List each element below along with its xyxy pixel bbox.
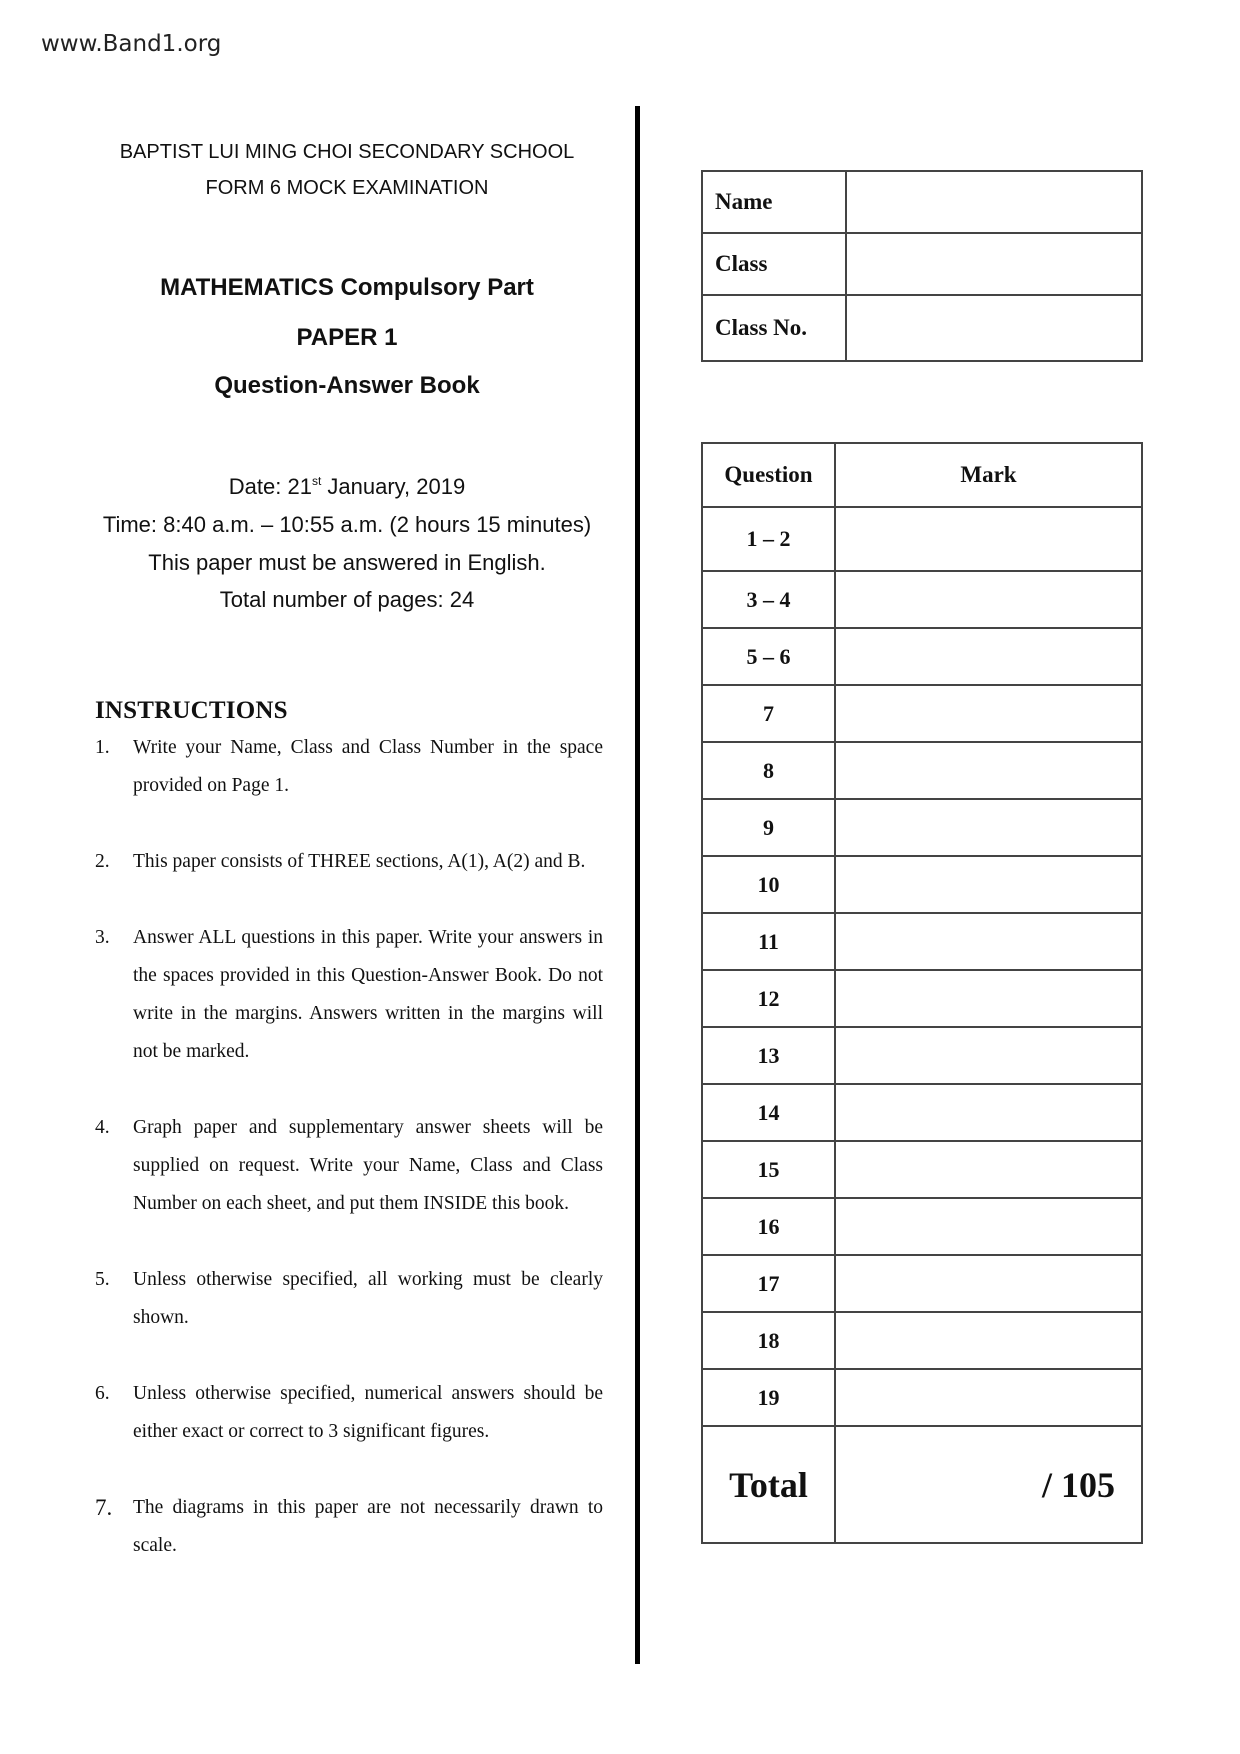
instruction-number: 3. xyxy=(95,927,110,948)
question-number: 14 xyxy=(702,1084,835,1141)
instruction-item xyxy=(95,1489,603,1565)
total-mark-cell[interactable]: / 105 xyxy=(835,1426,1142,1543)
question-number: 8 xyxy=(702,742,835,799)
school-name: BAPTIST LUI MING CHOI SECONDARY SCHOOL xyxy=(119,141,575,163)
student-info-table xyxy=(701,170,1143,362)
question-number: 1 – 2 xyxy=(702,507,835,571)
mark-cell[interactable] xyxy=(835,1369,1142,1426)
question-number: 7 xyxy=(702,685,835,742)
instruction-text: Graph paper and supplementary answer sheets will be supplied on request. Write your Name, Class and Class Number on each sheet, and put them INSIDE this book. xyxy=(133,1117,603,1214)
name-field[interactable] xyxy=(846,171,1142,233)
mark-cell[interactable] xyxy=(835,742,1142,799)
class-no-row xyxy=(702,295,1142,361)
marks-row xyxy=(702,799,1142,856)
question-number: 12 xyxy=(702,970,835,1027)
language-note: This paper must be answered in English. xyxy=(148,550,546,575)
mark-column-header: Mark xyxy=(835,443,1142,507)
question-number: 3 – 4 xyxy=(702,571,835,628)
marks-row xyxy=(702,685,1142,742)
mark-cell[interactable] xyxy=(835,1084,1142,1141)
mark-cell[interactable] xyxy=(835,507,1142,571)
marks-table xyxy=(701,442,1143,1544)
mark-cell[interactable] xyxy=(835,970,1142,1027)
mark-cell[interactable] xyxy=(835,1198,1142,1255)
exam-date xyxy=(80,474,614,500)
class-no-label: Class No. xyxy=(702,295,846,361)
instruction-item xyxy=(95,729,603,805)
subject-title: MATHEMATICS Compulsory Part xyxy=(160,274,534,301)
instruction-number: 6. xyxy=(95,1383,110,1404)
marks-row xyxy=(702,1141,1142,1198)
question-number: 16 xyxy=(702,1198,835,1255)
date-suffix: January, 2019 xyxy=(321,474,466,499)
name-label: Name xyxy=(702,171,846,233)
marks-row xyxy=(702,628,1142,685)
question-column-header: Question xyxy=(702,443,835,507)
name-row xyxy=(702,171,1142,233)
instruction-text: This paper consists of THREE sections, A(1), A(2) and B. xyxy=(133,851,586,872)
website-watermark: www.Band1.org xyxy=(41,31,222,57)
mark-cell[interactable] xyxy=(835,1027,1142,1084)
marks-row xyxy=(702,1312,1142,1369)
column-divider xyxy=(635,106,640,1664)
marks-row xyxy=(702,742,1142,799)
marks-row xyxy=(702,1084,1142,1141)
mark-cell[interactable] xyxy=(835,856,1142,913)
mark-cell[interactable] xyxy=(835,1141,1142,1198)
instruction-item xyxy=(95,919,603,1071)
instruction-text: Unless otherwise specified, all working must be clearly shown. xyxy=(133,1269,603,1328)
instruction-number: 5. xyxy=(95,1269,110,1290)
mark-cell[interactable] xyxy=(835,685,1142,742)
book-title: Question-Answer Book xyxy=(214,372,480,399)
marks-row xyxy=(702,913,1142,970)
marks-row xyxy=(702,1198,1142,1255)
mark-cell[interactable] xyxy=(835,571,1142,628)
class-label: Class xyxy=(702,233,846,295)
class-no-field[interactable] xyxy=(846,295,1142,361)
question-number: 11 xyxy=(702,913,835,970)
instruction-item xyxy=(95,1375,603,1451)
instruction-item xyxy=(95,1109,603,1223)
mark-cell[interactable] xyxy=(835,913,1142,970)
question-number: 13 xyxy=(702,1027,835,1084)
marks-row xyxy=(702,571,1142,628)
instruction-number: 2. xyxy=(95,851,110,872)
question-number: 15 xyxy=(702,1141,835,1198)
marks-header-row xyxy=(702,443,1142,507)
question-number: 19 xyxy=(702,1369,835,1426)
mark-cell[interactable] xyxy=(835,628,1142,685)
instructions-heading: INSTRUCTIONS xyxy=(95,697,288,724)
date-ordinal: st xyxy=(311,474,322,488)
total-label: Total xyxy=(702,1426,835,1543)
question-number: 5 – 6 xyxy=(702,628,835,685)
marks-row xyxy=(702,970,1142,1027)
instruction-text: Unless otherwise specified, numerical answers should be either exact or correct to 3 significant figures. xyxy=(133,1383,603,1442)
instruction-number: 7. xyxy=(95,1495,113,1520)
instruction-text: The diagrams in this paper are not necessarily drawn to scale. xyxy=(133,1497,603,1556)
instruction-number: 1. xyxy=(95,737,110,758)
question-number: 10 xyxy=(702,856,835,913)
class-row xyxy=(702,233,1142,295)
mark-cell[interactable] xyxy=(835,1312,1142,1369)
marks-row xyxy=(702,1255,1142,1312)
marks-row xyxy=(702,1369,1142,1426)
instruction-text: Answer ALL questions in this paper. Write your answers in the spaces provided in this Question-Answer Book. Do not write in the margins. Answers written in the margins will not be marked. xyxy=(133,927,603,1062)
question-number: 17 xyxy=(702,1255,835,1312)
exam-time: Time: 8:40 a.m. – 10:55 a.m. (2 hours 15 minutes) xyxy=(102,512,592,537)
mark-cell[interactable] xyxy=(835,799,1142,856)
marks-row xyxy=(702,856,1142,913)
instruction-item xyxy=(95,1261,603,1337)
page-count: Total number of pages: 24 xyxy=(219,587,475,612)
marks-row xyxy=(702,1027,1142,1084)
instruction-item xyxy=(95,843,603,881)
instruction-text: Write your Name, Class and Class Number in the space provided on Page 1. xyxy=(133,737,603,796)
paper-title: PAPER 1 xyxy=(296,324,398,351)
date-prefix: Date: 21 xyxy=(228,474,312,499)
instruction-number: 4. xyxy=(95,1117,110,1138)
exam-name: FORM 6 MOCK EXAMINATION xyxy=(205,177,489,199)
total-row xyxy=(702,1426,1142,1543)
question-number: 18 xyxy=(702,1312,835,1369)
question-number: 9 xyxy=(702,799,835,856)
instructions-list xyxy=(95,729,603,1603)
marks-row xyxy=(702,507,1142,571)
class-field[interactable] xyxy=(846,233,1142,295)
mark-cell[interactable] xyxy=(835,1255,1142,1312)
